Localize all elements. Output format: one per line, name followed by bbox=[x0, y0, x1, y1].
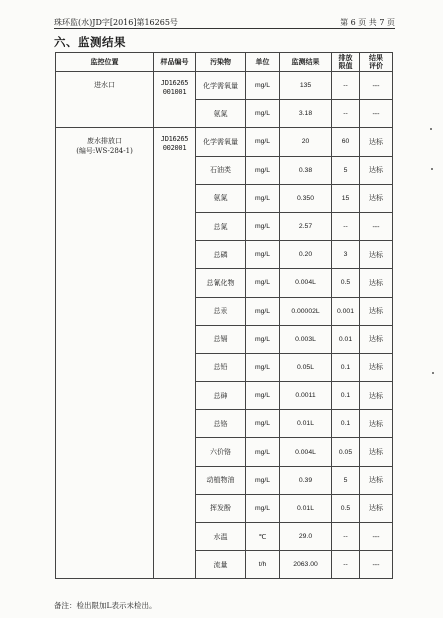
cell-unit: mg/L bbox=[246, 325, 280, 353]
scan-speck bbox=[430, 128, 432, 130]
cell-limit: 0.001 bbox=[332, 297, 360, 325]
cell-limit: 5 bbox=[332, 156, 360, 184]
cell-evaluation: 达标 bbox=[360, 241, 393, 269]
cell-result: 2063.00 bbox=[280, 551, 332, 579]
cell-unit: mg/L bbox=[246, 353, 280, 381]
cell-limit: -- bbox=[332, 72, 360, 100]
cell-limit: 0.5 bbox=[332, 269, 360, 297]
cell-result: 0.05L bbox=[280, 353, 332, 381]
header-result: 监测结果 bbox=[280, 53, 332, 72]
cell-limit: 0.05 bbox=[332, 438, 360, 466]
cell-limit: 0.1 bbox=[332, 353, 360, 381]
header-evaluation: 结果 评价 bbox=[360, 53, 393, 72]
document-number: 珠环监(水)JD字[2016]第16265号 bbox=[54, 18, 178, 27]
cell-evaluation: 达标 bbox=[360, 128, 393, 156]
cell-evaluation: --- bbox=[360, 523, 393, 551]
header-sample-id: 样品编号 bbox=[154, 53, 196, 72]
cell-result: 0.39 bbox=[280, 466, 332, 494]
scan-speck bbox=[431, 168, 433, 170]
page-indicator: 第 6 页 共 7 页 bbox=[340, 18, 395, 27]
header-unit: 单位 bbox=[246, 53, 280, 72]
cell-evaluation: --- bbox=[360, 100, 393, 128]
cell-evaluation: 达标 bbox=[360, 382, 393, 410]
cell-result: 135 bbox=[280, 72, 332, 100]
cell-unit: mg/L bbox=[246, 466, 280, 494]
cell-result: 3.18 bbox=[280, 100, 332, 128]
footer-note: 备注：检出限加L表示未检出。 bbox=[54, 601, 157, 610]
cell-pollutant: 总镉 bbox=[196, 325, 246, 353]
cell-evaluation: 达标 bbox=[360, 353, 393, 381]
cell-pollutant: 总铬 bbox=[196, 410, 246, 438]
cell-pollutant: 六价铬 bbox=[196, 438, 246, 466]
cell-limit: -- bbox=[332, 212, 360, 240]
cell-unit: mg/L bbox=[246, 128, 280, 156]
header-location: 监控位置 bbox=[56, 53, 154, 72]
page-header bbox=[54, 8, 395, 28]
cell-result: 0.00002L bbox=[280, 297, 332, 325]
cell-pollutant: 总氮 bbox=[196, 212, 246, 240]
cell-pollutant: 石油类 bbox=[196, 156, 246, 184]
cell-sample-id: JD16265 002001 bbox=[154, 128, 196, 579]
cell-unit: ℃ bbox=[246, 523, 280, 551]
cell-evaluation: 达标 bbox=[360, 494, 393, 522]
cell-pollutant: 挥发酚 bbox=[196, 494, 246, 522]
cell-limit: -- bbox=[332, 100, 360, 128]
cell-pollutant: 动植物油 bbox=[196, 466, 246, 494]
cell-limit: -- bbox=[332, 523, 360, 551]
cell-limit: 0.01 bbox=[332, 325, 360, 353]
cell-unit: mg/L bbox=[246, 410, 280, 438]
cell-unit: mg/L bbox=[246, 212, 280, 240]
header-rule bbox=[54, 28, 395, 29]
cell-unit: mg/L bbox=[246, 72, 280, 100]
cell-pollutant: 流量 bbox=[196, 551, 246, 579]
cell-limit: 3 bbox=[332, 241, 360, 269]
header-pollutant: 污染物 bbox=[196, 53, 246, 72]
scan-speck bbox=[432, 372, 434, 374]
cell-pollutant: 总铅 bbox=[196, 353, 246, 381]
cell-unit: t/h bbox=[246, 551, 280, 579]
cell-location: 废水排放口 (编号:WS-284-1) bbox=[56, 128, 154, 579]
cell-result: 0.003L bbox=[280, 325, 332, 353]
cell-unit: mg/L bbox=[246, 438, 280, 466]
results-table bbox=[55, 52, 393, 579]
cell-evaluation: 达标 bbox=[360, 438, 393, 466]
cell-unit: mg/L bbox=[246, 494, 280, 522]
cell-result: 0.01L bbox=[280, 410, 332, 438]
cell-limit: 60 bbox=[332, 128, 360, 156]
cell-limit: 0.1 bbox=[332, 382, 360, 410]
cell-result: 0.20 bbox=[280, 241, 332, 269]
cell-unit: mg/L bbox=[246, 184, 280, 212]
cell-result: 0.38 bbox=[280, 156, 332, 184]
cell-pollutant: 总氰化物 bbox=[196, 269, 246, 297]
cell-unit: mg/L bbox=[246, 297, 280, 325]
cell-unit: mg/L bbox=[246, 241, 280, 269]
cell-result: 0.004L bbox=[280, 269, 332, 297]
cell-limit: 15 bbox=[332, 184, 360, 212]
cell-evaluation: 达标 bbox=[360, 269, 393, 297]
cell-evaluation: 达标 bbox=[360, 410, 393, 438]
cell-sample-id: JD16265 001001 bbox=[154, 72, 196, 128]
cell-result: 0.350 bbox=[280, 184, 332, 212]
cell-evaluation: --- bbox=[360, 212, 393, 240]
cell-result: 0.004L bbox=[280, 438, 332, 466]
cell-result: 0.01L bbox=[280, 494, 332, 522]
table-row bbox=[56, 72, 393, 100]
section-title: 六、监测结果 bbox=[54, 35, 126, 49]
cell-result: 0.0011 bbox=[280, 382, 332, 410]
cell-unit: mg/L bbox=[246, 382, 280, 410]
cell-evaluation: 达标 bbox=[360, 325, 393, 353]
cell-pollutant: 总汞 bbox=[196, 297, 246, 325]
cell-limit: 5 bbox=[332, 466, 360, 494]
table-header-row bbox=[56, 53, 393, 72]
table-row bbox=[56, 128, 393, 156]
cell-result: 2.57 bbox=[280, 212, 332, 240]
cell-evaluation: 达标 bbox=[360, 466, 393, 494]
cell-pollutant: 总磷 bbox=[196, 241, 246, 269]
cell-result: 20 bbox=[280, 128, 332, 156]
cell-pollutant: 氨氮 bbox=[196, 184, 246, 212]
cell-result: 29.0 bbox=[280, 523, 332, 551]
cell-evaluation: 达标 bbox=[360, 297, 393, 325]
cell-location: 进水口 bbox=[56, 72, 154, 128]
cell-pollutant: 化学需氧量 bbox=[196, 72, 246, 100]
cell-unit: mg/L bbox=[246, 156, 280, 184]
cell-pollutant: 总砷 bbox=[196, 382, 246, 410]
cell-pollutant: 氨氮 bbox=[196, 100, 246, 128]
cell-pollutant: 水温 bbox=[196, 523, 246, 551]
cell-limit: 0.5 bbox=[332, 494, 360, 522]
cell-evaluation: 达标 bbox=[360, 156, 393, 184]
cell-unit: mg/L bbox=[246, 269, 280, 297]
header-limit: 排放 限值 bbox=[332, 53, 360, 72]
cell-limit: -- bbox=[332, 551, 360, 579]
cell-evaluation: --- bbox=[360, 72, 393, 100]
cell-pollutant: 化学需氧量 bbox=[196, 128, 246, 156]
cell-unit: mg/L bbox=[246, 100, 280, 128]
cell-limit: 0.1 bbox=[332, 410, 360, 438]
cell-evaluation: --- bbox=[360, 551, 393, 579]
cell-evaluation: 达标 bbox=[360, 184, 393, 212]
